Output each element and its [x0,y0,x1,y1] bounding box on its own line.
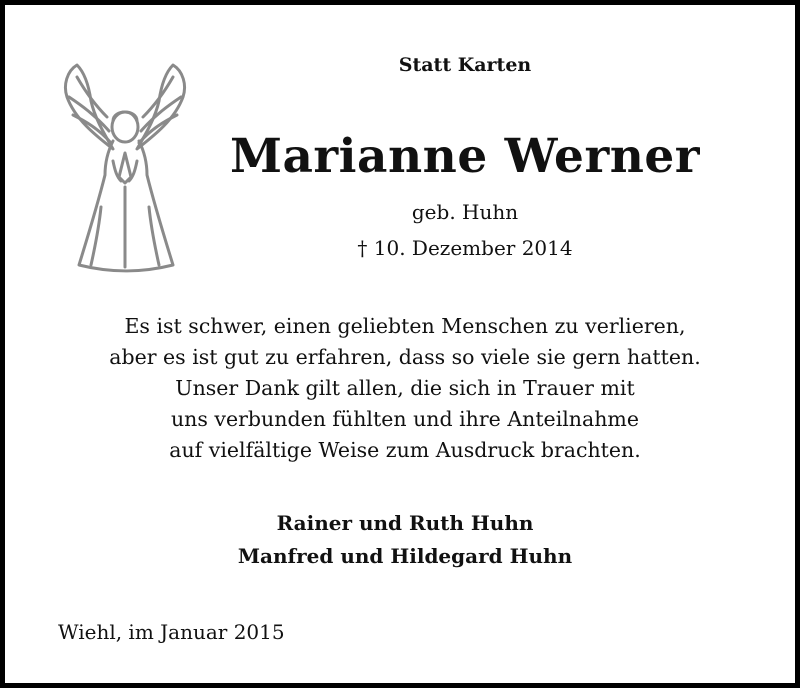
deceased-name: Marianne Werner [229,129,701,184]
thank-you-message [5,311,800,466]
maiden-name: geb. Huhn [411,200,519,224]
message-line: aber es ist gut zu erfahren, dass so viele sie gern hatten. [109,345,701,369]
signer-name: Rainer und Ruth Huhn [276,511,534,535]
message-line: Es ist schwer, einen geliebten Menschen zu verlieren, [124,314,686,338]
message-line: auf vielfältige Weise zum Ausdruck brachten. [169,438,641,462]
message-line: uns verbunden fühlten und ihre Anteilnahme [170,407,640,431]
signers [5,507,800,573]
statt-karten-heading: Statt Karten [398,54,532,76]
place-date: Wiehl, im Januar 2015 [58,620,285,644]
death-date: † 10. Dezember 2014 [357,236,573,260]
signer-name: Manfred und Hildegard Huhn [237,544,573,568]
message-line: Unser Dank gilt allen, die sich in Trauer mit [175,376,635,400]
